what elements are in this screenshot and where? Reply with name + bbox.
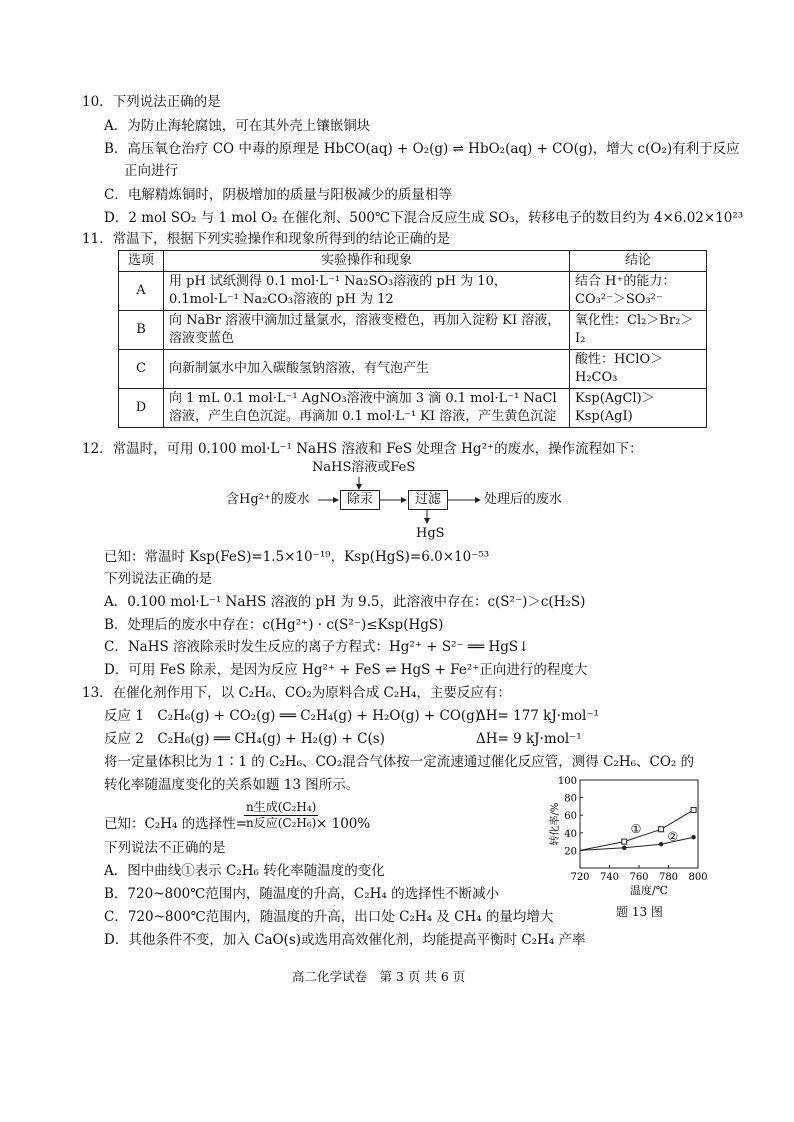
series-label: ② — [667, 829, 679, 844]
x-tick-label: 720 — [570, 872, 590, 883]
q13-paragraph-1: 将一定量体积比为 1∶1 的 C₂H₆、CO₂混合气体按一定流速通过催化反应管，测得 C₂H₆、CO₂ 的 — [104, 754, 695, 770]
table-cell-option: D — [119, 389, 164, 428]
x-tick-label: 740 — [599, 872, 620, 883]
q10-option-d: D．2 mol SO₂ 与 1 mol O₂ 在催化剂、500℃下混合反应生成 SO₃，转移电子的数目约为 4×6.02×10²³ — [104, 210, 744, 226]
x-tick-label: 780 — [658, 872, 679, 883]
q13-reaction-2-enthalpy: ΔH= 9 kJ·mol⁻¹ — [476, 731, 582, 747]
q13-known-prefix: 已知：C₂H₄ 的选择性= — [104, 816, 248, 832]
flow-precipitate-label: HgS — [416, 526, 445, 541]
q13-paragraph-2: 转化率随温度变化的关系如题 13 图所示。 — [104, 777, 360, 793]
data-point-circle — [659, 842, 663, 846]
flow-step-filter: 过滤 — [408, 490, 448, 510]
q12-option-c: C．NaHS 溶液除汞时发生反应的离子方程式：Hg²⁺ + S²⁻ ══ HgS↓ — [104, 639, 530, 655]
table-cell-option: A — [119, 272, 164, 311]
y-tick-label: 80 — [564, 793, 577, 805]
y-tick-label: 60 — [564, 811, 577, 823]
x-axis-label: 温度/℃ — [629, 884, 669, 897]
flow-step-remove-mercury: 除汞 — [340, 490, 380, 510]
q10-stem: 10．下列说法正确的是 — [82, 94, 221, 110]
conversion-chart — [540, 770, 720, 920]
q13-option-c: C．720~800℃范围内，随温度的升高，出口处 C₂H₄ 及 CH₄ 的量均增大 — [104, 909, 554, 925]
q10-option-c: C．电解精炼铜时，阴极增加的质量与阳极减少的质量相等 — [104, 187, 452, 203]
series-label: ① — [630, 821, 642, 836]
q13-stem: 13．在催化剂作用下，以 C₂H₆、CO₂为原料合成 C₂H₄，主要反应有： — [82, 685, 511, 701]
table-cell-option: C — [119, 350, 164, 389]
data-point-square — [691, 807, 696, 812]
q13-option-a: A．图中曲线①表示 C₂H₆ 转化率随温度的变化 — [104, 863, 385, 879]
selectivity-fraction — [244, 800, 318, 831]
q12-known: 已知：常温时 Ksp(FeS)=1.5×10⁻¹⁹，Ksp(HgS)=6.0×10⁻⁵³ — [104, 549, 490, 565]
q10-option-b-cont: 正向进行 — [124, 163, 178, 179]
table-cell-operation: 向 1 mL 0.1 mol·L⁻¹ AgNO₃溶液中滴加 3 滴 0.1 mol·L⁻¹ NaCl 溶液，产生白色沉淀。再滴加 0.1 mol·L⁻¹ KI 溶液，产生黄色沉淀 — [164, 389, 570, 428]
q12-option-b: B．处理后的废水中存在：c(Hg²⁺) · c(S²⁻)≤Ksp(HgS) — [104, 617, 444, 633]
x-tick-label: 800 — [688, 872, 708, 883]
fraction-numerator: n生成(C₂H₄) — [246, 800, 317, 814]
q12-option-d: D．可用 FeS 除汞，是因为反应 Hg²⁺ + FeS ⇌ HgS + Fe²⁺正向进行的程度大 — [104, 662, 588, 678]
q13-reaction-2: 反应 2 C₂H₆(g) ══ CH₄(g) + H₂(g) + C(s) — [104, 731, 385, 747]
q11-stem: 11．常温下，根据下列实验操作和现象所得到的结论正确的是 — [82, 231, 451, 247]
y-axis-label: 转化率/% — [550, 802, 561, 846]
data-point-square — [622, 839, 627, 844]
data-point-circle — [622, 846, 626, 850]
table-header-cell: 实验操作和现象 — [164, 251, 570, 272]
q13-option-d: D．其他条件不变，加入 CaO(s)或选用高效催化剂，均能提高平衡时 C₂H₄ 产率 — [104, 932, 586, 948]
data-point-circle — [691, 835, 695, 839]
q12-ask: 下列说法正确的是 — [104, 571, 212, 587]
q10-option-a: A．为防止海轮腐蚀，可在其外壳上镶嵌铜块 — [104, 118, 371, 134]
y-tick-label: 40 — [564, 828, 577, 840]
q12-stem: 12．常温时，可用 0.100 mol·L⁻¹ NaHS 溶液和 FeS 处理含 Hg²⁺的废水，操作流程如下： — [82, 441, 643, 457]
table-header-cell: 选项 — [119, 251, 164, 272]
data-point-square — [659, 827, 664, 832]
q13-reaction-1-enthalpy: ΔH= 177 kJ·mol⁻¹ — [476, 708, 599, 724]
y-tick-label: 20 — [564, 846, 577, 858]
table-cell-operation: 用 pH 试纸测得 0.1 mol·L⁻¹ Na₂SO₃溶液的 pH 为 10，0.1mol·L⁻¹ Na₂CO₃溶液的 pH 为 12 — [164, 272, 570, 311]
q10-option-b: B．高压氧仓治疗 CO 中毒的原理是 HbCO(aq) + O₂(g) ⇌ HbO₂(aq) + CO(g)，增大 c(O₂)有利于反应 — [104, 141, 740, 157]
flow-output-label: 处理后的废水 — [484, 492, 563, 507]
y-tick-label: 100 — [557, 776, 577, 787]
table-cell-conclusion: 氧化性：Cl₂＞Br₂＞I₂ — [570, 311, 707, 350]
flow-input-label: 含Hg²⁺的废水 — [226, 492, 310, 507]
q13-option-b: B．720~800℃范围内，随温度的升高，C₂H₄ 的选择性不断减小 — [104, 886, 500, 902]
flow-reagent-label: NaHS溶液或FeS — [312, 460, 416, 475]
table-cell-conclusion: 酸性：HClO＞H₂CO₃ — [570, 350, 707, 389]
table-header-cell: 结论 — [570, 251, 707, 272]
flow-arrows — [0, 0, 794, 560]
table-cell-operation: 向 NaBr 溶液中滴加过量氯水，溶液变橙色，再加入淀粉 KI 溶液，溶液变蓝色 — [164, 311, 570, 350]
figure-caption: 题 13 图 — [616, 905, 663, 919]
table-cell-conclusion: Ksp(AgCl)＞Ksp(AgI) — [570, 389, 707, 428]
q12-option-a: A．0.100 mol·L⁻¹ NaHS 溶液的 pH 为 9.5，此溶液中存在：c(S²⁻)＞c(H₂S) — [104, 594, 586, 610]
page-footer: 高二化学试卷 第 3 页 共 6 页 — [292, 969, 466, 984]
x-tick-label: 760 — [629, 872, 649, 883]
table-cell-option: B — [119, 311, 164, 350]
table-cell-conclusion: 结合 H⁺的能力：CO₃²⁻＞SO₃²⁻ — [570, 272, 707, 311]
q13-known-suffix: × 100% — [316, 816, 371, 832]
q13-reaction-1: 反应 1 C₂H₆(g) + CO₂(g) ══ C₂H₄(g) + H₂O(g) + CO(g) — [104, 708, 481, 724]
fraction-denominator: n反应(C₂H₆) — [246, 816, 317, 830]
q13-ask: 下列说法不正确的是 — [104, 840, 226, 856]
table-cell-operation: 向新制氯水中加入碳酸氢钠溶液，有气泡产生 — [164, 350, 570, 389]
